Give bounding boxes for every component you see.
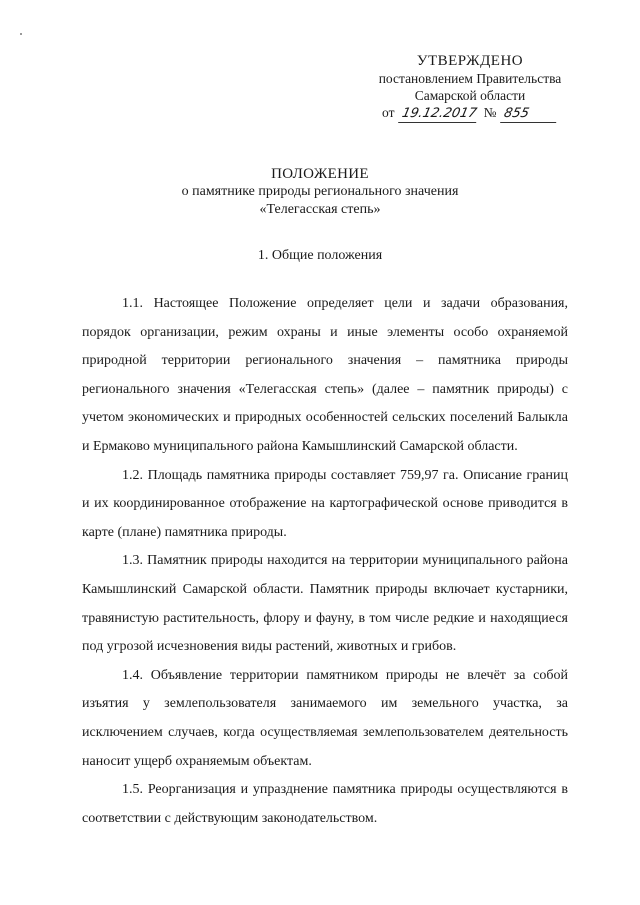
approval-line-region: Самарской области xyxy=(414,88,526,103)
scan-speck xyxy=(20,33,22,35)
section-heading: 1. Общие положения xyxy=(257,248,383,263)
approval-heading: УТВЕРЖДЕНО xyxy=(416,53,524,69)
handwritten-date: 19.12.2017 xyxy=(398,105,480,123)
document-object-name: «Телегасская степь» xyxy=(259,202,381,217)
paragraph-1-1: 1.1. Настоящее Положение определяет цели и задачи образования, порядок организации, режим охраны и иные элементы особо охраняемой природной территории регионального значения – памятника природы регионального значения «Телегасская степь» (далее – памятник природы) с учетом экономических и природных особенностей сельских поселений Балыкла и Ермаково муниципального района Камышлинский Самарской области. xyxy=(82,296,568,454)
approval-date-line xyxy=(360,104,580,123)
paragraph-1-4: 1.4. Объявление территории памятником природы не влечёт за собой изъятия у землепользователя занимаемого им земельного участка, за исключением случаев, когда осуществляемая землепользователем деятельность наносит ущерб охраняемым объектам. xyxy=(82,667,568,769)
approval-stamp-block xyxy=(360,52,580,123)
paragraph-1-3: 1.3. Памятник природы находится на территории муниципального района Камышлинский Самарской области. Памятник природы включает кустарники, травянистую растительность, флору и фауну, в том числе редкие и находящиеся под угрозой исчезновения виды растений, животных и грибов. xyxy=(82,553,568,655)
approval-line-government: постановлением Правительства xyxy=(378,71,562,86)
document-body xyxy=(82,290,568,833)
paragraph-1-2: 1.2. Площадь памятника природы составляет 759,97 га. Описание границ и их координированное отображение на картографической основе приводится в карте (плане) памятника природы. xyxy=(82,467,568,540)
date-prefix: от xyxy=(382,105,395,120)
document-title-block xyxy=(0,165,640,219)
document-title: ПОЛОЖЕНИЕ xyxy=(271,166,369,182)
number-sign: № xyxy=(483,105,497,120)
document-subtitle: о памятнике природы регионального значения xyxy=(181,184,459,199)
handwritten-number: 855 xyxy=(500,105,560,123)
paragraph-1-5: 1.5. Реорганизация и упразднение памятника природы осуществляются в соответствии с действующим законодательством. xyxy=(82,782,568,826)
